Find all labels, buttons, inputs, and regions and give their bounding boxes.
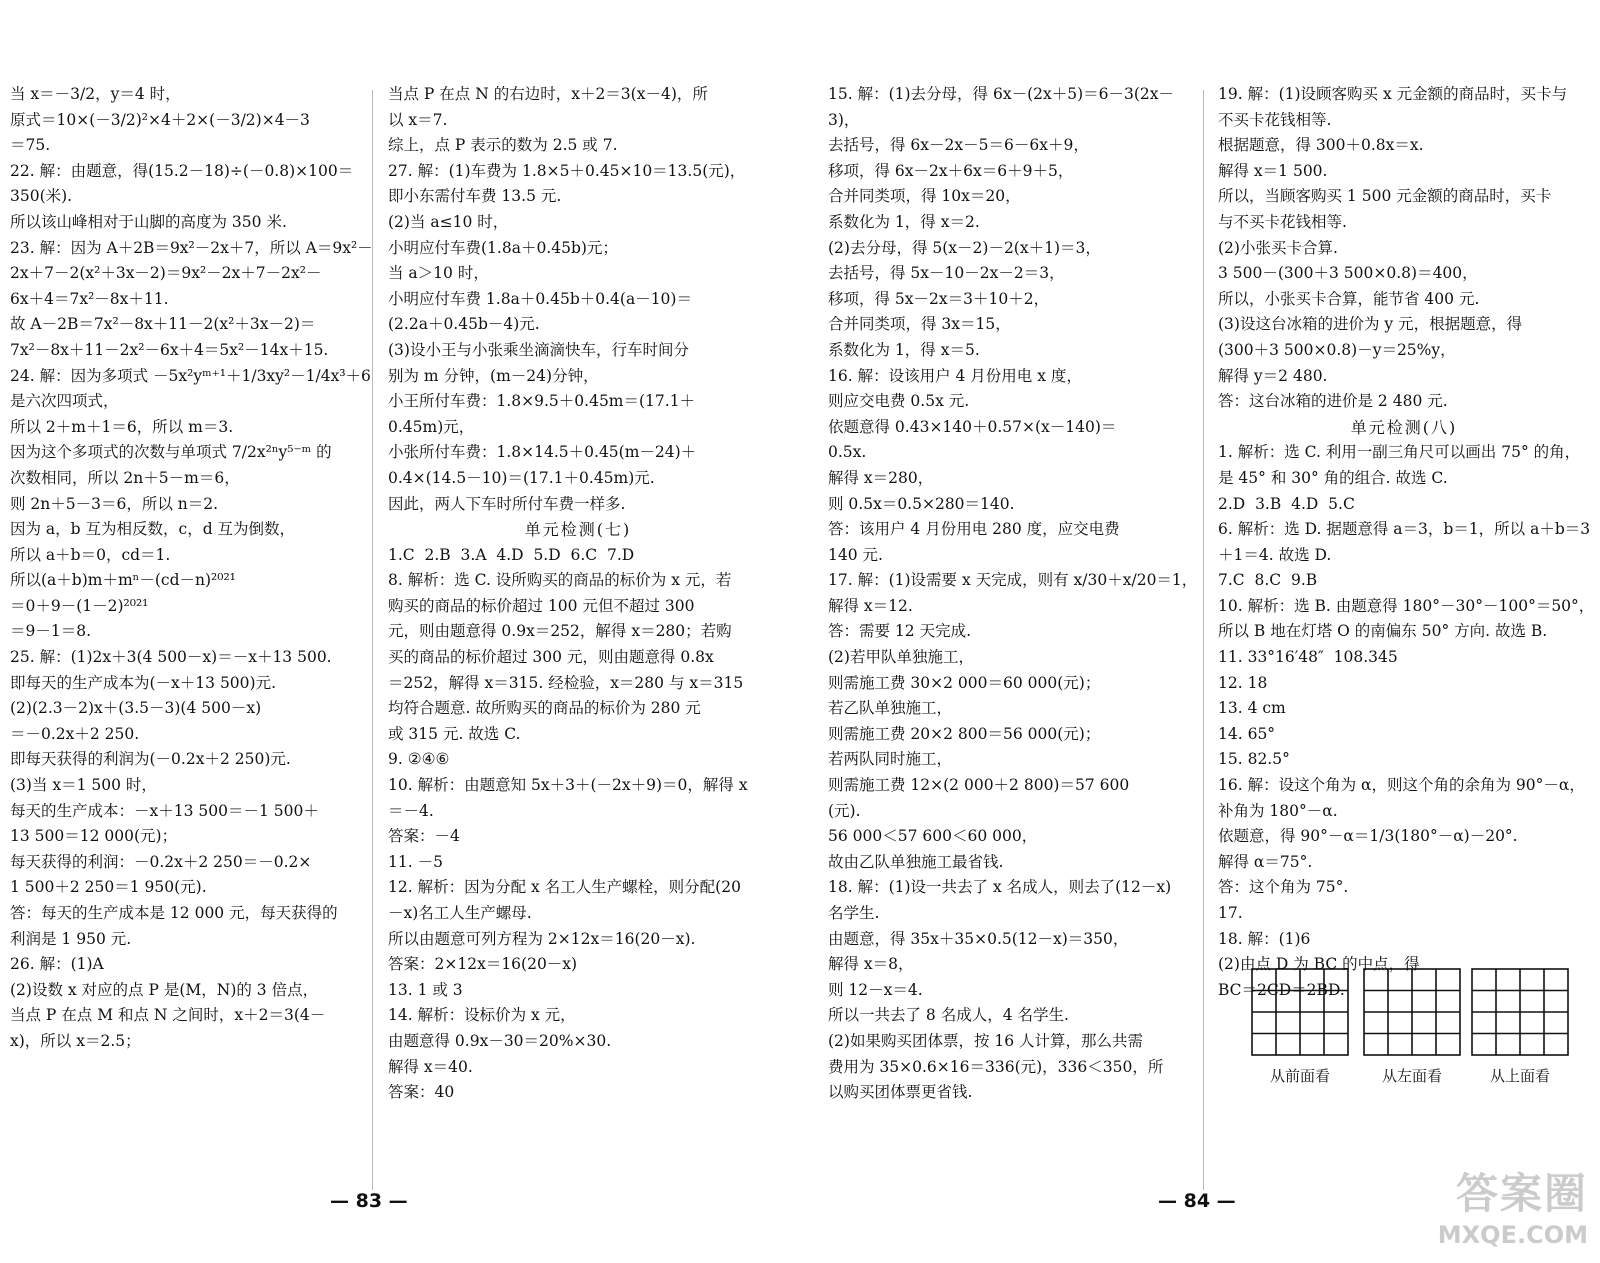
text-line: 原式＝10×(－3/2)²×4＋2×(－3/2)×4－3 [10,110,310,129]
text-line: ＝0＋9－(1－2)²⁰²¹ [10,596,149,615]
text-line: x)，所以 x＝2.5； [10,1031,141,1050]
text-line: 8. 解析：选 C. 设所购买的商品的标价为 x 元，若 [388,571,732,590]
text-line: 解得 x＝1 500. [1218,161,1328,180]
text-line: ＝252，解得 x＝315. 经检验，x＝280 与 x＝315 [388,673,744,692]
text-line: 去括号，得 6x－2x－5＝6－6x＋9， [828,136,1089,155]
text-line: 答：需要 12 天完成. [828,622,972,641]
text-line: 元，则由题意得 0.9x＝252，解得 x＝280；若购 [388,622,732,641]
text-line: 系数化为 1，得 x＝2. [828,212,980,231]
text-column-2 [388,82,768,1106]
column-divider [372,90,373,1190]
page-number-left: — 83 — [330,1190,408,1212]
text-line: 费用为 35×0.6×16＝336(元)，336＜350，所 [828,1057,1164,1076]
text-line: 去括号，得 5x－10－2x－2＝3， [828,264,1065,283]
watermark-url: MXQE.COM [1437,1221,1588,1249]
text-line: (2)当 a≤10 时， [388,212,509,231]
text-line: 名学生. [828,904,880,922]
text-line: 答案：－4 [388,827,460,846]
text-line: 1. 解析：选 C. 利用一副三角尺可以画出 75° 的角， [1218,443,1581,462]
text-line: 均符合题意. 故所购买的商品的标价为 280 元 [388,699,701,718]
text-line: 利润是 1 950 元. [10,929,132,948]
text-line: 25. 解：(1)2x＋3(4 500－x)＝－x＋13 500. [10,648,332,667]
text-line: 依题意得 0.43×140＋0.57×(x－140)＝ [828,417,1117,436]
text-line: 23. 解：因为 A＋2B＝9x²－2x＋7，所以 A＝9x²－ [10,238,373,257]
text-line: 由题意，得 35x＋35×0.5(12－x)＝350， [828,929,1129,948]
text-line: 10. 解析：选 B. 由题意得 180°－30°－100°＝50°， [1218,596,1595,615]
text-line: 19. 解：(1)设顾客购买 x 元金额的商品时，买卡与 [1218,85,1568,103]
text-line: (300＋3 500×0.8)－y＝25%y， [1218,340,1456,359]
text-line: (2)(2.3－2)x＋(3.5－3)(4 500－x) [10,699,262,718]
text-line: 移项，得 5x－2x＝3＋10＋2， [828,289,1050,308]
text-line: 当 x＝－3/2，y＝4 时， [10,85,181,103]
text-line: (2)如果购买团体票，按 16 人计算，那么共需 [828,1031,1144,1050]
text-line: 依题意，得 90°－α＝1/3(180°－α)－20°. [1218,827,1518,846]
text-line: 所以 a＋b＝0，cd＝1. [10,545,171,564]
text-line: BC＝2CD＝2BD. [1218,980,1345,999]
text-line: 15. 解：(1)去分母，得 6x－(2x＋5)＝6－3(2x－ [828,85,1174,103]
text-line: 22. 解：由题意，得(15.2－18)÷(－0.8)×100＝ [10,161,354,180]
text-line: 解得 x＝280， [828,468,934,487]
watermark-logo: 答案圈 [1455,1169,1588,1218]
text-line: 2x＋7－2(x²＋3x－2)＝9x²－2x＋7－2x²－ [10,264,322,283]
text-line: 0.5x. [828,443,867,462]
text-line: 6. 解析：选 D. 据题意得 a＝3，b＝1，所以 a＋b＝3 [1218,520,1591,539]
text-line: (3)设小王与小张乘坐滴滴快车，行车时间分 [388,340,689,359]
top-view-grid [1470,967,1570,1057]
text-line: (2)由点 D 为 BC 的中点，得 [1218,955,1420,974]
text-line: 12. 解析：因为分配 x 名工人生产螺栓，则分配(20 [388,878,741,897]
text-line: 若乙队单独施工， [828,699,953,718]
watermark [1438,1161,1588,1249]
text-line: 13 500＝12 000(元)； [10,827,178,846]
front-view-label: 从前面看 [1269,1067,1330,1085]
page-number-right: — 84 — [1158,1190,1236,1212]
text-line: ＝75. [10,136,51,155]
text-line: 合并同类项，得 10x＝20， [828,187,1021,206]
text-line: 每天的生产成本：－x＋13 500＝－1 500＋ [10,801,319,820]
text-line: 则需施工费 12×(2 000＋2 800)＝57 600 [828,776,1130,795]
text-line: 则需施工费 30×2 000＝60 000(元)； [828,673,1101,692]
text-line: 13. 1 或 3 [388,980,463,999]
text-line: 则 12－x＝4. [828,980,923,999]
text-line: 答：该用户 4 月份用电 280 度，应交电费 [828,520,1120,539]
text-line: 每天获得的利润：－0.2x＋2 250＝－0.2× [10,852,312,871]
text-line: 1.C 2.B 3.A 4.D 5.D 6.C 7.D [388,545,635,564]
text-line: 答：这个角为 75°. [1218,878,1349,897]
text-line: 因此，两人下车时所付车费一样多. [388,494,626,513]
section-heading: 单元检测(八) [1350,417,1458,437]
text-line: 17. 解：(1)设需要 x 天完成，则有 x/30＋x/20＝1， [828,571,1198,590]
text-column-3 [828,82,1198,1106]
text-line: 所以，小张买卡合算，能节省 400 元. [1218,289,1480,308]
text-line: 综上，点 P 表示的数为 2.5 或 7. [388,136,618,155]
text-line: ＝9－1＝8. [10,622,92,641]
text-line: 与不买卡花钱相等. [1218,212,1347,231]
text-line: 140 元. [828,545,883,564]
text-line: 7x²－8x＋11－2x²－6x＋4＝5x²－14x＋15. [10,340,329,359]
text-line: 则 2n＋5－3＝6，所以 n＝2. [10,494,219,513]
text-line: 即小东需付车费 13.5 元. [388,187,562,206]
text-line: 系数化为 1，得 x＝5. [828,340,980,359]
text-line: 26. 解：(1)A [10,955,104,974]
text-line: 3)， [828,110,860,129]
text-line: 16. 解：设该用户 4 月份用电 x 度， [828,366,1082,385]
text-line: (2)去分母，得 5(x－2)－2(x＋1)＝3， [828,238,1101,257]
text-line: (2.2a＋0.45b－4)元. [388,315,540,334]
text-line: 350(米). [10,187,73,206]
text-line: 24. 解：因为多项式 －5x²yᵐ⁺¹＋1/3xy²－1/4x³＋6 [10,366,371,385]
text-line: 0.45m)元， [388,417,475,436]
text-line: 小王所付车费：1.8×9.5＋0.45m＝(17.1＋ [388,392,696,411]
text-line: 所以由题意可列方程为 2×12x＝16(20－x). [388,929,696,948]
text-line: 根据题意，得 300＋0.8x＝x. [1218,136,1424,155]
text-line: 小明应付车费 1.8a＋0.45b＋0.4(a－10)＝ [388,289,692,308]
text-line: 18. 解：(1)设一共去了 x 名成人，则去了(12－x) [828,878,1172,897]
text-line: (元). [828,801,861,820]
text-line: 18. 解：(1)6 [1218,929,1311,948]
text-line: 2.D 3.B 4.D 5.C [1218,494,1355,513]
text-line: 买的商品的标价超过 300 元，则由题意得 0.8x [388,648,714,667]
text-line: 当点 P 在点 M 和点 N 之间时，x＋2＝3(4－ [10,1006,326,1025]
text-line: 所以(a＋b)m＋mⁿ－(cd－n)²⁰²¹ [10,571,236,590]
section-heading: 单元检测(七) [524,520,632,540]
text-line: 移项，得 6x－2x＋6x＝6＋9＋5， [828,161,1074,180]
text-line: 所以 2＋m＋1＝6，所以 m＝3. [10,417,234,436]
text-line: 答案：40 [388,1083,455,1102]
text-line: 合并同类项，得 3x＝15， [828,315,1011,334]
text-line: 11. 33°16′48″ 108.345 [1218,648,1398,667]
text-line: 所以 B 地在灯塔 O 的南偏东 50° 方向. 故选 B. [1218,622,1548,641]
left-view-grid [1362,967,1462,1057]
text-line: 小明应付车费(1.8a＋0.45b)元； [388,238,618,257]
text-line: 解得 x＝8， [828,955,914,974]
text-line: 不买卡花钱相等. [1218,110,1332,129]
text-line: 27. 解：(1)车费为 1.8×5＋0.45×10＝13.5(元)， [388,161,746,180]
text-line: 答：这台冰箱的进价是 2 480 元. [1218,392,1448,411]
text-line: ＋1＝4. 故选 D. [1218,545,1332,564]
text-line: 次数相同，所以 2n＋5－m＝6， [10,468,240,487]
front-view-grid [1250,967,1350,1057]
column-divider [1203,90,1204,1190]
text-line: (3)设这台冰箱的进价为 y 元，根据题意，得 [1218,315,1523,334]
text-line: 所以一共去了 8 名成人，4 名学生. [828,1006,1069,1025]
text-line: 12. 18 [1218,673,1268,692]
text-line: 购买的商品的标价超过 100 元但不超过 300 [388,596,695,615]
text-line: 0.4×(14.5－10)＝(17.1＋0.45m)元. [388,468,655,487]
text-column-4 [1218,82,1595,1003]
three-view-figure [1250,967,1580,1092]
text-line: 7.C 8.C 9.B [1218,571,1318,590]
text-line: 因为这个多项式的次数与单项式 7/2x²ⁿy⁵⁻ᵐ 的 [10,443,332,462]
text-line: ＝－0.2x＋2 250. [10,724,140,743]
text-line: 14. 65° [1218,724,1276,743]
text-line: 则 0.5x＝0.5×280＝140. [828,494,1015,513]
text-line: 11. －5 [388,852,443,871]
text-line: 10. 解析：由题意知 5x＋3＋(－2x＋9)＝0，解得 x [388,776,748,795]
text-line: 56 000＜57 600＜60 000， [828,827,1038,846]
text-line: 答：每天的生产成本是 12 000 元，每天获得的 [10,904,338,922]
left-view-label: 从左面看 [1381,1067,1442,1085]
text-line: 即每天的生产成本为(－x＋13 500)元. [10,673,276,692]
text-line: (2)若甲队单独施工， [828,648,974,667]
text-line: 答案：2×12x＝16(20－x) [388,955,578,974]
text-line: 因为 a，b 互为相反数，c，d 互为倒数， [10,520,296,539]
text-line: 故 A－2B＝7x²－8x＋11－2(x²＋3x－2)＝ [10,315,316,334]
text-line: 或 315 元. 故选 C. [388,724,521,743]
text-line: 所以该山峰相对于山脚的高度为 350 米. [10,212,287,231]
text-line: 则需施工费 20×2 800＝56 000(元)； [828,724,1101,743]
text-line: (3)当 x＝1 500 时， [10,776,157,795]
text-line: 别为 m 分钟，(m－24)分钟， [388,366,599,385]
text-line: 17. [1218,904,1243,922]
text-line: －x)名工人生产螺母. [388,904,532,922]
text-column-1 [10,82,373,1055]
text-line: 补角为 180°－α. [1218,801,1338,820]
text-line: 9. ②④⑥ [388,750,450,769]
text-line: 16. 解：设这个角为 α，则这个角的余角为 90°－α， [1218,776,1585,795]
text-line: 解得 x＝40. [388,1057,473,1076]
text-line: 解得 y＝2 480. [1218,366,1328,385]
text-line: 当点 P 在点 N 的右边时，x＋2＝3(x－4)，所 [388,85,708,103]
text-line: 3 500－(300＋3 500×0.8)＝400， [1218,264,1478,283]
text-line: 14. 解析：设标价为 x 元， [388,1006,576,1025]
text-line: 是 45° 和 30° 角的组合. 故选 C. [1218,468,1448,487]
text-line: 以购买团体票更省钱. [828,1083,973,1102]
text-line: 则应交电费 0.5x 元. [828,392,970,411]
text-line: ＝－4. [388,801,434,820]
text-line: 13. 4 cm [1218,699,1286,718]
text-line: 若两队同时施工， [828,750,953,769]
text-line: 即每天获得的利润为(－0.2x＋2 250)元. [10,750,291,769]
text-line: (2)小张买卡合算. [1218,238,1338,257]
text-line: 以 x＝7. [388,110,448,129]
top-view-label: 从上面看 [1489,1067,1550,1085]
text-line: 是六次四项式， [10,392,119,411]
text-line: 15. 82.5° [1218,750,1290,769]
text-line: 1 500＋2 250＝1 950(元). [10,878,207,897]
text-line: 当 a＞10 时， [388,264,489,283]
text-line: 解得 x＝12. [828,596,913,615]
text-line: 6x＋4＝7x²－8x＋11. [10,289,169,308]
text-line: 小张所付车费：1.8×14.5＋0.45(m－24)＋ [388,443,697,462]
text-line: 由题意得 0.9x－30＝20%×30. [388,1031,612,1050]
text-line: 解得 α＝75°. [1218,852,1313,871]
text-line: 所以，当顾客购买 1 500 元金额的商品时，买卡 [1218,187,1552,206]
text-line: (2)设数 x 对应的点 P 是(M，N)的 3 倍点， [10,980,319,999]
text-line: 故由乙队单独施工最省钱. [828,852,1004,871]
